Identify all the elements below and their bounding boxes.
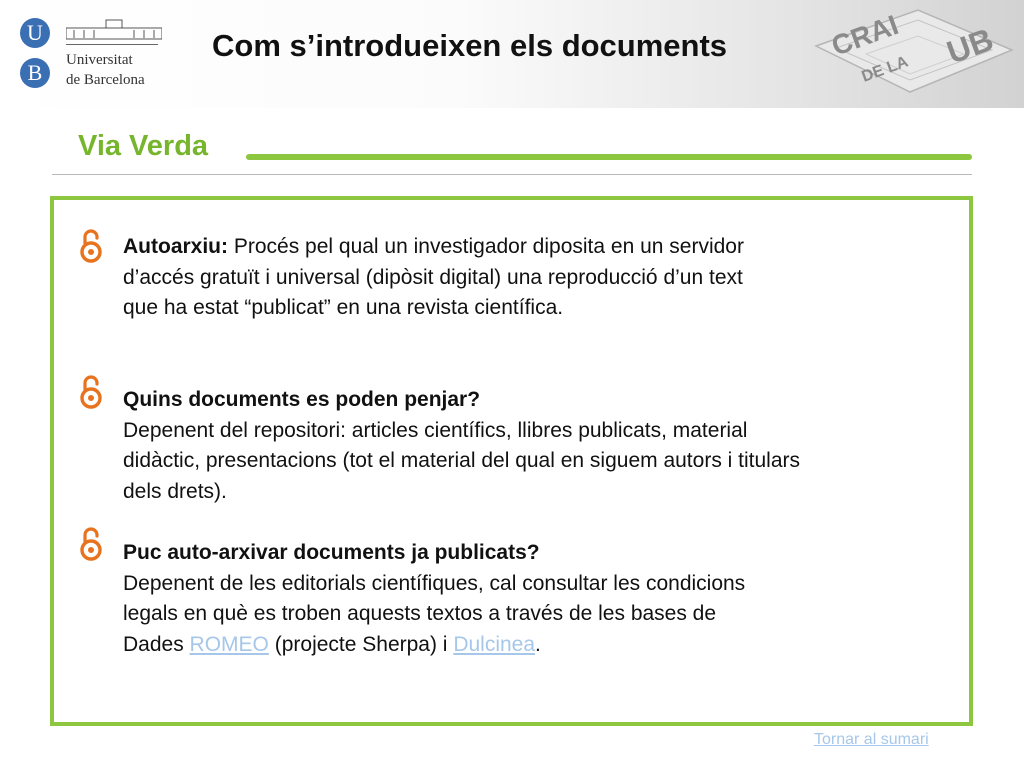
bullet-text: (projecte Sherpa) i [268,632,454,656]
bullet-text: d’accés gratuït i universal (dipòsit digital) una reproducció d’un text [123,265,743,289]
logo-letter-u: U [20,18,50,48]
bullet-heading: Puc auto-arxivar documents ja publicats? [123,541,540,564]
page-title: Com s’introdueixen els documents [212,28,728,63]
crai-logo-ub: UB [942,20,998,71]
open-access-icon [78,526,104,562]
bullet-text: didàctic, presentacions (tot el material del qual en siguem autors i titulars [123,449,801,472]
bullet-text: dels drets). [123,479,227,503]
building-icon [66,18,162,40]
logo-letter-b: B [20,58,50,88]
romeo-link[interactable]: ROMEO [189,632,269,656]
bullet-text: legals en què es troben aquests textos a través de les bases de [123,602,717,625]
crai-logo-subtext: DE LA [859,53,911,86]
slide-header [0,0,1024,108]
content-box [50,196,973,726]
bullet-text: que ha estat “publicat” en una revista científica. [123,296,564,319]
bullet-text: Depenent del repositori: articles científics, llibres publicats, material [123,418,748,442]
university-logo [14,14,164,96]
section-divider [52,174,972,175]
bullet-text: Depenent de les editorials científiques, cal consultar les condicions [123,571,746,595]
dulcinea-link[interactable]: Dulcinea [453,632,536,656]
bullet-autoarxiu [123,232,963,324]
bullet-text: . [535,632,541,656]
bullet-heading: Quins documents es poden penjar? [123,388,481,411]
bullet-text: Dades [123,632,190,656]
logo-divider [66,44,158,45]
bullet-quins-documents [123,385,963,507]
logo-text-line2: de Barcelona [66,72,145,88]
crai-logo [806,4,1020,104]
bullet-autoarxivar [123,538,963,660]
bullet-heading: Autoarxiu: [123,235,228,258]
bullet-text: Procés pel qual un investigador diposita en un servidor [228,235,744,258]
open-access-icon [78,374,104,410]
section-underline [246,154,972,160]
section-title: Via Verda [78,130,209,162]
crai-logo-text: CRAI [827,9,903,62]
logo-text-line1: Universitat [66,52,133,68]
back-to-summary-link[interactable]: Tornar al sumari [814,731,929,748]
open-access-icon [78,228,104,264]
